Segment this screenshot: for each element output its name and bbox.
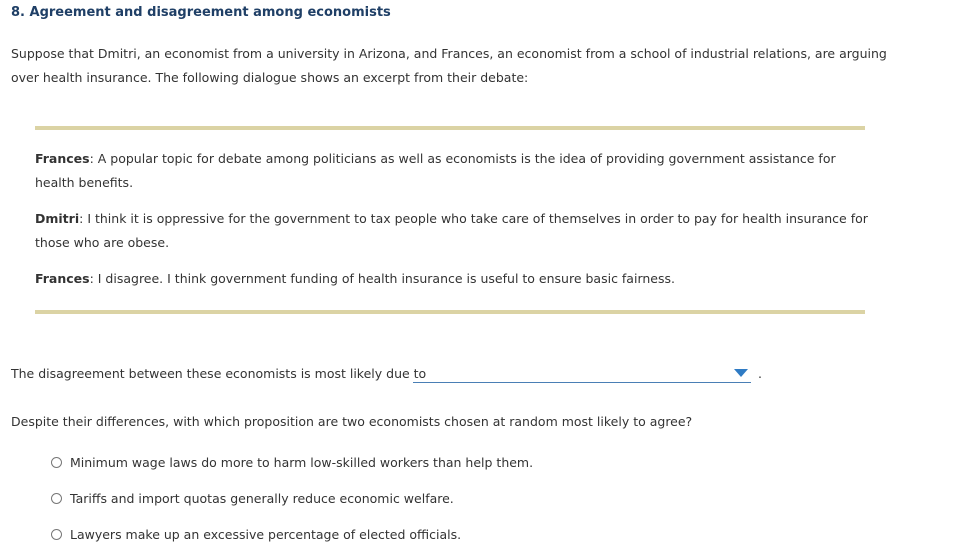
dialogue-line: Frances: A popular topic for debate among politicians as well as economists is the idea of providing government assistance for health benefits. (35, 151, 836, 190)
speaker-name: Frances (35, 271, 90, 286)
option-label: Tariffs and import quotas generally reduce economic welfare. (70, 491, 454, 506)
part1-prompt: The disagreement between these economists is most likely due to (11, 366, 427, 381)
speaker-name: Dmitri (35, 211, 80, 226)
dialogue-text: I disagree. I think government funding of health insurance is useful to ensure basic fairness. (97, 271, 675, 286)
radio-option-tariffs[interactable] (51, 491, 454, 506)
dialogue-text: A popular topic for debate among politicians as well as economists is the idea of providing government assistance for health benefits. (35, 151, 836, 190)
chevron-down-icon[interactable] (734, 369, 748, 377)
dialogue-line: Dmitri: I think it is oppressive for the government to tax people who take care of themselves in order to pay for health insurance for those who are obese. (35, 211, 868, 250)
radio-option-lawyers[interactable] (51, 527, 461, 542)
radio-button[interactable] (51, 529, 62, 540)
intro-text: Suppose that Dmitri, an economist from a university in Arizona, and Frances, an economist from a school of industrial relations, are arguing over health insurance. The following dialogue shows an excerpt from their debate: (11, 46, 887, 85)
speaker-name: Frances (35, 151, 90, 166)
disagreement-cause-dropdown[interactable] (413, 364, 751, 383)
option-label: Lawyers make up an excessive percentage of elected officials. (70, 527, 462, 542)
radio-option-minimum-wage[interactable] (51, 455, 533, 470)
dialogue-line: Frances: I disagree. I think government funding of health insurance is useful to ensure basic fairness. (35, 271, 675, 286)
part2-prompt: Despite their differences, with which proposition are two economists chosen at random most likely to agree? (11, 414, 693, 429)
dialogue-text: I think it is oppressive for the government to tax people who take care of themselves in order to pay for health insurance for those who are obese. (35, 211, 868, 250)
sentence-period: . (758, 366, 762, 381)
radio-button[interactable] (51, 493, 62, 504)
question-title: 8. Agreement and disagreement among economists (11, 5, 391, 20)
radio-button[interactable] (51, 457, 62, 468)
dialogue-top-divider (35, 126, 865, 130)
dialogue-bottom-divider (35, 310, 865, 314)
option-label: Minimum wage laws do more to harm low-skilled workers than help them. (70, 455, 534, 470)
